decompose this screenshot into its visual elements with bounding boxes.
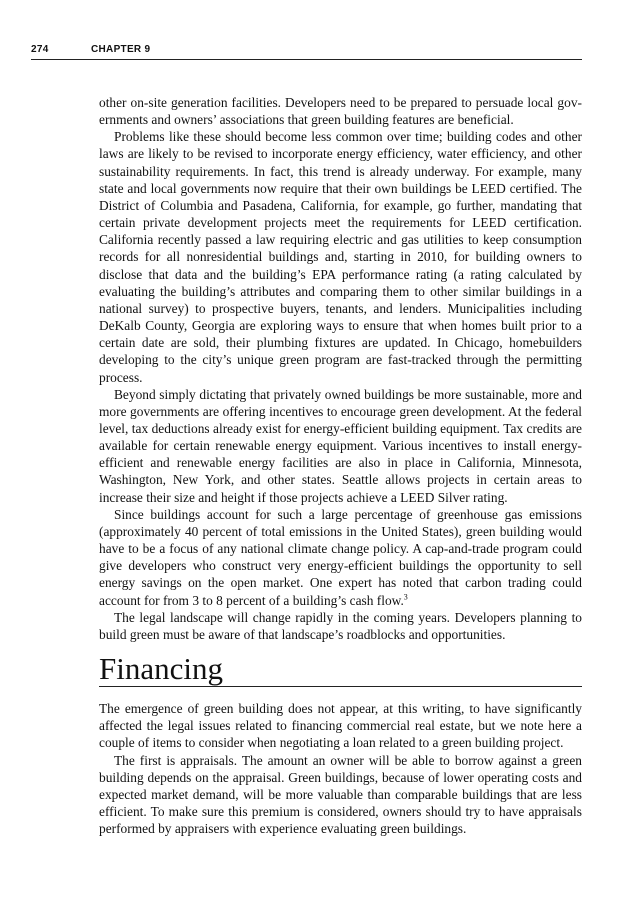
- paragraph-building-codes: Problems like these should become less common over time; building codes and other laws are likely to be revised to incorporate energy efficiency, water efficiency, and other sustainability requirements. In fact, this trend is already underway. For example, many state and local governments now require that their own buildings be LEED certified. The District of Columbia and Pasadena, California, for example, go further, mandating that certain private development projects meet the requirements for LEED certification. California recently passed a law requiring electric and gas utilities to keep consumption records for all nonresidential buildings and, starting in 2010, for building owners to disclose that data and the building’s EPA performance rating (a rating calculated by evaluating the building’s attributes and comparing them to other similar buildings in a national survey) to prospective buyers, tenants, and lenders. Municipalities including DeKalb County, Georgia are exploring ways to ensure that when homes built prior to a certain date are sold, their plumbing fixtures are updated. In Chicago, homebuilders developing to the city’s unique green program are fast-tracked through the permitting process.: [99, 129, 582, 385]
- running-head: [31, 44, 582, 60]
- paragraph-continuation: other on-site generation facilities. Developers need to be prepared to persuade local governments and owners’ associations that green building features are beneficial.: [99, 95, 582, 128]
- section-heading: Financing: [99, 652, 582, 687]
- footnote-marker: 3: [403, 592, 408, 602]
- paragraph-legal-landscape: The legal landscape will change rapidly in the coming years. Developers planning to build green must be aware of that landscape’s roadblocks and opportunities.: [99, 609, 582, 642]
- section-body-text: [99, 700, 582, 838]
- paragraph-financing-intro: The emergence of green building does not appear, at this writing, to have significantly affected the legal issues related to financing commercial real estate, but we note here a couple of items to consider when negotiating a loan related to a green building project.: [99, 701, 582, 751]
- page-number: 274: [31, 44, 49, 55]
- paragraph-greenhouse-gas-text: Since buildings account for such a large percentage of greenhouse gas emissions (approximately 40 percent of total emissions in the United States), green building would have to be a focus of any national climate change policy. A cap-and-trade program could give developers who construct very energy-efficient buildings the opportunity to sell energy savings on the open market. One expert has noted that carbon trading could account for from 3 to 8 percent of a building’s cash flow.: [99, 506, 582, 608]
- chapter-label: CHAPTER 9: [91, 44, 151, 55]
- paragraph-incentives: Beyond simply dictating that privately owned buildings be more sustainable, more and more governments are offering incentives to encourage green development. At the federal level, tax deductions already exist for energy-efficient building equipment. Tax credits are available for certain renewable energy equipment. Various incentives to install energy-efficient and renewable energy facilities are also in place in California, Minnesota, Washington, New York, and other states. Seattle allows projects in certain areas to increase their size and height if those projects achieve a LEED Silver rating.: [99, 386, 582, 505]
- paragraph-greenhouse-gas: [99, 506, 582, 609]
- body-text: [99, 94, 582, 643]
- paragraph-appraisals: The first is appraisals. The amount an owner will be able to borrow against a green building depends on the appraisal. Green buildings, because of lower operating costs and expected market demand, will be more valuable than comparable buildings that are less efficient. To make sure this premium is considered, owners should try to have appraisals performed by appraisers with experience evaluating green buildings.: [99, 752, 582, 837]
